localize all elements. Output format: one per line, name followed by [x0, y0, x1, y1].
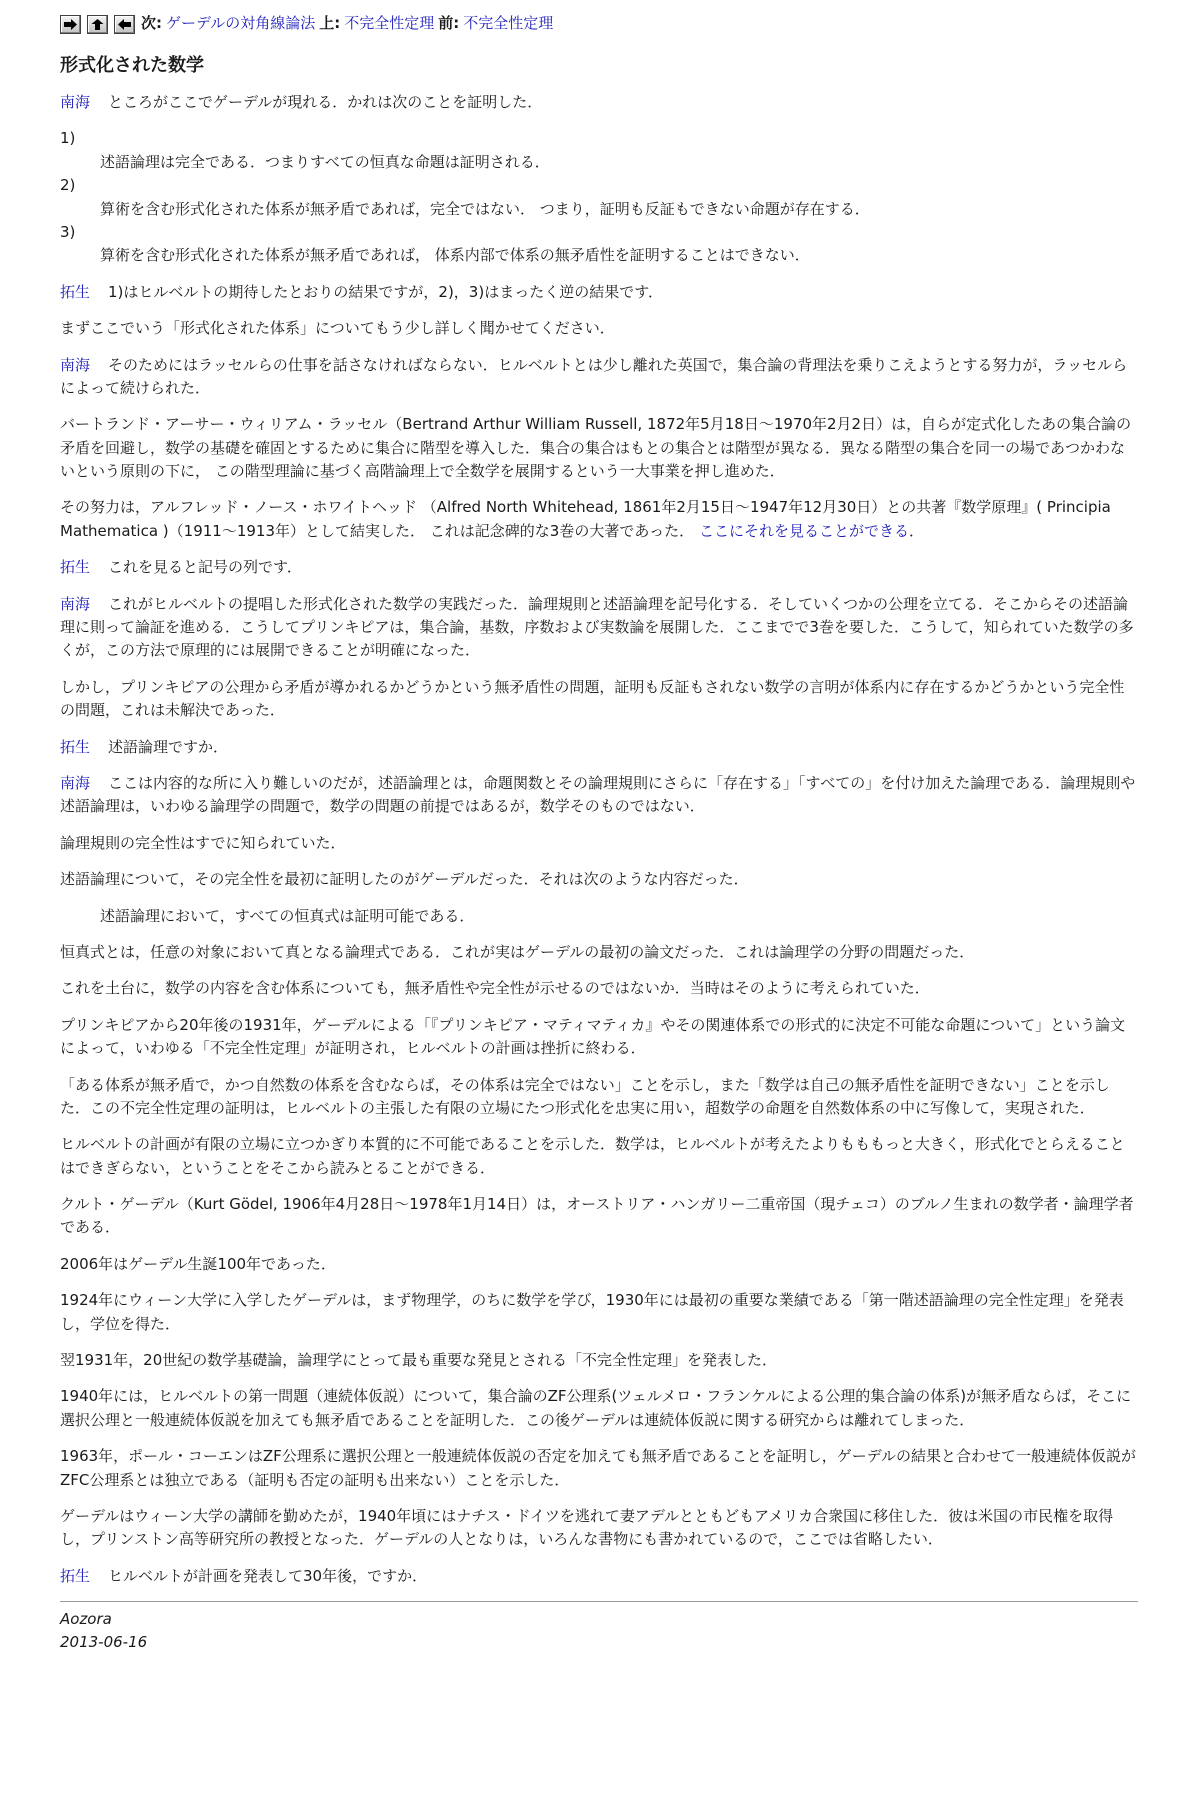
- dialogue-paragraph: [60, 736, 1138, 759]
- speaker-takuo: 拓生: [60, 737, 91, 756]
- paragraph-text: その努力は，アルフレッド・ノース・ホワイトヘッド （Alfred North Whitehead, 1861年2月15日～1947年12月30日）との共著『数学原理』( Principia Mathematica )（1911～1913年）として結実した． これは記念碑的な3巻の大著であった．: [60, 498, 1111, 540]
- paragraph: 論理規則の完全性はすでに知られていた．: [60, 833, 346, 852]
- principia-link[interactable]: ここにそれを見ることができる: [698, 521, 909, 540]
- up-link[interactable]: 不完全性定理: [344, 14, 435, 33]
- paragraph: 翌1931年，20世紀の数学基礎論，論理学にとって最も重要な発見とされる「不完全性定理」を発表した．: [60, 1351, 777, 1370]
- theorem-list: [60, 127, 1138, 267]
- dialogue-paragraph: [60, 281, 1138, 304]
- paragraph: ヒルベルトの計画が有限の立場に立つかぎり本質的に不可能であることを示した．数学は，ヒルベルトが考えたよりもももっと大きく，形式化でとらえることはできぎらない，ということをそこから読みとることができる．: [60, 1135, 1125, 1177]
- paragraph: 1963年，ポール・コーエンはZF公理系に選択公理と一般連続体仮説の否定を加えても無矛盾であることを証明し，ゲーデルの結果と合わせて一般連続体仮説がZFC公理系とは独立である（証明も否定の証明も出来ない）ことを示した．: [60, 1447, 1137, 1489]
- paragraph: まずここでいう「形式化された体系」についてもう少し詳しく聞かせてください．: [60, 319, 615, 338]
- dialogue-paragraph: [60, 1565, 1138, 1588]
- speaker-takuo: 拓生: [60, 1566, 91, 1585]
- list-item-number: 2): [60, 176, 76, 195]
- date: 2013-06-16: [60, 1632, 148, 1651]
- paragraph-text: これがヒルベルトの提唱した形式化された数学の実践だった．論理規則と述語論理を記号化する．そしていくつかの公理を立てる．そこからその述語論理に則って論証を進める．こうしてプリンキピアは，集合論，基数，序数および実数論を展開した．ここまでで3巻を要した．こうして，知られていた数学の多くが，この方法で原理的には展開できることが明確になった．: [60, 594, 1134, 660]
- footer-address: [60, 1608, 1138, 1653]
- divider: [60, 1601, 1138, 1602]
- paragraph-text: 1)はヒルベルトの期待したとおりの結果ですが，2)，3)はまったく逆の結果です．: [108, 282, 664, 301]
- paragraph-text: ところがここでゲーデルが現れる．かれは次のことを証明した．: [108, 93, 543, 111]
- paragraph: [60, 496, 1138, 543]
- quote: 述語論理において，すべての恒真式は証明可能である．: [100, 906, 475, 925]
- page-title: 形式化された数学: [60, 55, 204, 76]
- paragraph-text: ．: [908, 521, 924, 540]
- dialogue-paragraph: [60, 354, 1138, 401]
- paragraph-text: 述語論理ですか．: [108, 737, 229, 756]
- paragraph: ゲーデルはウィーン大学の講師を勤めたが，1940年頃にはナチス・ドイツを逃れて妻アデルとともどもアメリカ合衆国に移住した．彼は米国の市民権を取得し，プリンストン高等研究所の教授となった．ゲーデルの人となりは，いろんな書物にも書かれているので，ここでは省略したい．: [60, 1506, 1114, 1549]
- prev-link[interactable]: 不完全性定理: [463, 14, 554, 33]
- paragraph-text: これを見ると記号の列です．: [108, 558, 302, 577]
- list-item-text: 算術を含む形式化された体系が無矛盾であれば，完全ではない． つまり，証明も反証もできない命題が存在する．: [100, 199, 870, 218]
- paragraph: しかし，プリンキピアの公理から矛盾が導かれるかどうかという無矛盾性の問題，証明も反証もされない数学の言明が体系内に存在するかどうかという完全性の問題，これは未解決であった．: [60, 677, 1125, 720]
- paragraph-text: そのためにはラッセルらの仕事を話さなければならない．ヒルベルトとは少し離れた英国で，集合論の背理法を乗りこえようとする努力が，ラッセルらによって続けられた．: [60, 355, 1128, 397]
- paragraph: 恒真式とは，任意の対象において真となる論理式である．これが実はゲーデルの最初の論文だった．これは論理学の分野の問題だった．: [60, 942, 975, 961]
- paragraph: 1924年にウィーン大学に入学したゲーデルは，まず物理学，のちに数学を学び，1930年には最初の重要な業績である「第一階述語論理の完全性定理」を発表し，学位を得た．: [60, 1291, 1124, 1333]
- speaker-nankai: 南海: [60, 594, 91, 613]
- paragraph: バートランド・アーサー・ウィリアム・ラッセル（Bertrand Arthur William Russell, 1872年5月18日～1970年2月2日）は，自らが定式化したあの集合論の矛盾を回避し，数学の基礎を確固とするために集合に階型を導入した．集合の集合はもとの集合とは階型が異なる．異なる階型の集合を同一の場であつかわないという原則の下に， この階型理論に基づく高階論理上で全数学を展開するという一大事業を押し進めた．: [60, 415, 1132, 481]
- up-icon[interactable]: [87, 15, 108, 34]
- up-label: 上:: [319, 14, 341, 33]
- next-icon[interactable]: [60, 15, 81, 34]
- speaker-takuo: 拓生: [60, 558, 91, 577]
- speaker-nankai: 南海: [60, 773, 91, 792]
- list-item-number: 3): [60, 222, 76, 241]
- paragraph: プリンキピアから20年後の1931年，ゲーデルによる「『プリンキピア・マティマティカ』やその関連体系での形式的に決定不可能な命題について」という論文によって，いわゆる「不完全性定理」が証明され，ヒルベルトの計画は挫折に終わる．: [60, 1015, 1126, 1058]
- dialogue-paragraph: [60, 91, 1138, 114]
- navigation-bar: [60, 8, 1138, 40]
- author: Aozora: [60, 1610, 112, 1629]
- paragraph: 述語論理について，その完全性を最初に証明したのがゲーデルだった．それは次のような内容だった．: [60, 870, 749, 889]
- paragraph: クルト・ゲーデル（Kurt Gödel, 1906年4月28日～1978年1月14日）は，オーストリア・ハンガリー二重帝国（現チェコ）のブルノ生まれの数学者・論理学者である．: [60, 1195, 1134, 1237]
- speaker-nankai: 南海: [60, 355, 91, 374]
- paragraph: これを土台に，数学の内容を含む体系についても，無矛盾性や完全性が示せるのではないか．当時はそのように考えられていた．: [60, 979, 930, 998]
- next-label: 次:: [141, 14, 162, 33]
- prev-icon[interactable]: [114, 15, 135, 34]
- speaker-nankai: 南海: [60, 93, 91, 111]
- list-item-text: 述語論理は完全である．つまりすべての恒真な命題は証明される．: [100, 152, 550, 171]
- paragraph-text: ヒルベルトが計画を発表して30年後，ですか．: [108, 1566, 428, 1585]
- prev-label: 前:: [438, 14, 460, 33]
- paragraph: 「ある体系が無矛盾で，かつ自然数の体系を含むならば，その体系は完全ではない」ことを示し，また「数学は自己の無矛盾性を証明できない」ことを示した．この不完全性定理の証明は，ヒルベルトの主張した有限の立場にたつ形式化を忠実に用い，超数学の命題を自然数体系の中に写像して，実現された．: [60, 1075, 1110, 1117]
- paragraph: 1940年には，ヒルベルトの第一問題（連続体仮説）について，集合論のZF公理系(ツェルメロ・フランケルによる公理的集合論の体系)が無矛盾ならば，そこに選択公理と一般連続体仮説を加えても無矛盾であることを証明した．この後ゲーデルは連続体仮説に関する研究からは離れてしまった．: [60, 1387, 1132, 1429]
- dialogue-paragraph: [60, 772, 1138, 819]
- next-link[interactable]: ゲーデルの対角線論法: [166, 14, 316, 33]
- paragraph: 2006年はゲーデル生誕100年であった．: [60, 1254, 336, 1273]
- dialogue-paragraph: [60, 593, 1138, 663]
- paragraph-text: ここは内容的な所に入り難しいのだが，述語論理とは，命題関数とその論理規則にさらに「存在する」「すべての」を付け加えた論理である．論理規則や述語論理は，いわゆる論理学の問題で，数学の問題の前提ではあるが，数学そのものではない．: [60, 773, 1136, 816]
- list-item-number: 1): [60, 129, 76, 148]
- dialogue-paragraph: [60, 556, 1138, 579]
- speaker-takuo: 拓生: [60, 282, 91, 301]
- list-item-text: 算術を含む形式化された体系が無矛盾であれば， 体系内部で体系の無矛盾性を証明することはできない．: [100, 246, 810, 265]
